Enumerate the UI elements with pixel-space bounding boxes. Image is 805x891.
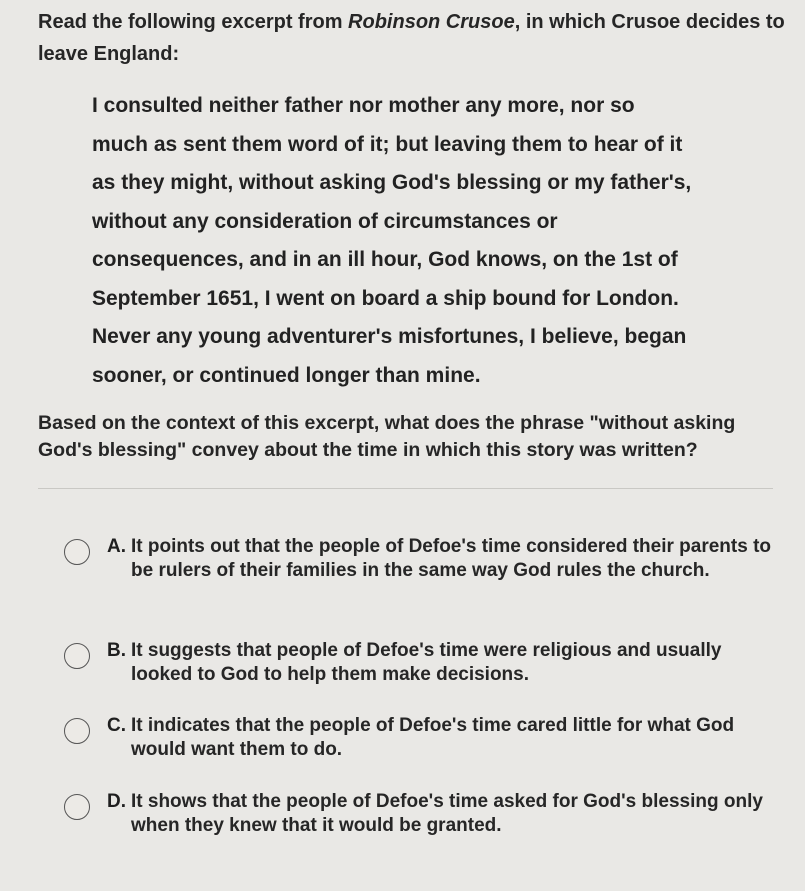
excerpt-line: as they might, without asking God's blessing or my father's, [92, 171, 692, 194]
question-prompt: Based on the context of this excerpt, what does the phrase "without asking God's blessing" convey about the time in which this story was written? [38, 412, 736, 461]
choice-d-text: It shows that the people of Defoe's time asked for God's blessing only when they knew that it would be granted. [131, 791, 763, 836]
choice-d-letter: D. [107, 791, 126, 812]
choice-b-radio[interactable] [64, 643, 90, 669]
excerpt-line: without any consideration of circumstances or [92, 209, 558, 233]
choice-c-radio[interactable] [64, 718, 90, 744]
choice-c-text: It indicates that the people of Defoe's time cared little for what God would want them to do. [131, 715, 735, 760]
choice-b-text: It suggests that people of Defoe's time were religious and usually looked to God to help them make decisions. [131, 640, 722, 685]
choice-c[interactable] [64, 714, 784, 762]
excerpt-line: September 1651, I went on board a ship bound for London. [92, 286, 679, 310]
excerpt-line: sooner, or continued longer than mine. [92, 363, 481, 387]
excerpt-line: consequences, and in an ill hour, God knows, on the 1st of [92, 248, 678, 271]
excerpt-passage [92, 87, 732, 395]
intro-before-title: Read the following excerpt from [38, 11, 349, 33]
book-title: Robinson Crusoe [348, 11, 515, 33]
choice-a[interactable] [64, 535, 784, 583]
choice-d[interactable] [64, 790, 784, 838]
excerpt-line: Never any young adventurer's misfortunes, I believe, began [92, 325, 687, 348]
choice-d-radio[interactable] [64, 794, 90, 820]
intro-text [38, 6, 788, 70]
choice-b[interactable] [64, 639, 784, 687]
choice-b-letter: B. [107, 640, 126, 661]
excerpt-line: much as sent them word of it; but leaving them to hear of it [92, 132, 683, 156]
choice-a-text: It points out that the people of Defoe's time considered their parents to be rulers of their families in the same way God rules the church. [131, 536, 772, 581]
intro-after-title: , in which Crusoe decides to leave England: [38, 11, 785, 65]
choice-a-radio[interactable] [64, 539, 90, 565]
divider [38, 488, 773, 489]
choice-a-letter: A. [107, 536, 126, 557]
choice-c-letter: C. [107, 715, 126, 736]
excerpt-line: I consulted neither father nor mother any more, nor so [92, 94, 635, 117]
